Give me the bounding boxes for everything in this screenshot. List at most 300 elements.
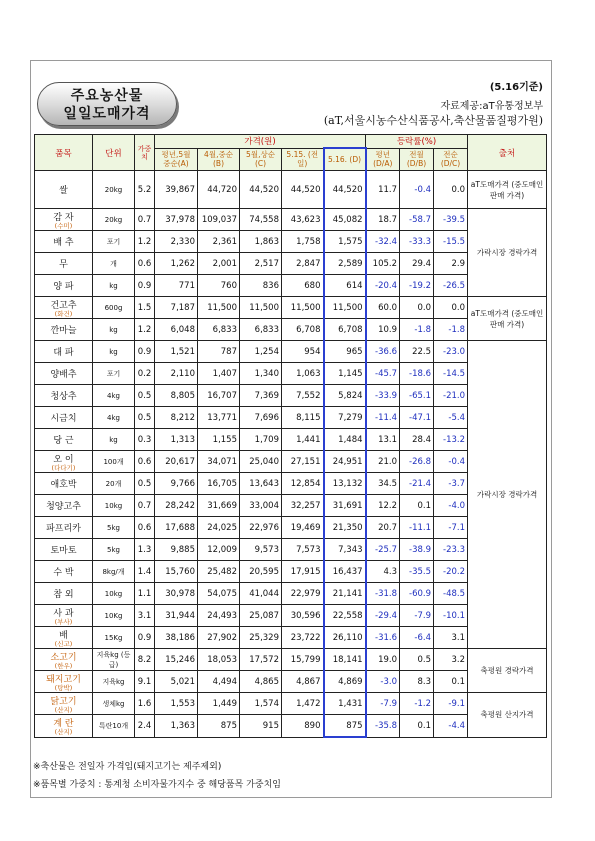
- item-name-cell: [35, 171, 93, 209]
- rate-period-cell: -5.4: [434, 407, 468, 429]
- item-name-cell: [35, 517, 93, 539]
- rate-year-cell: 21.0: [366, 451, 400, 473]
- weight-cell: 1.6: [135, 693, 155, 715]
- item-name-cell: [35, 253, 93, 275]
- unit-cell: kg: [93, 319, 135, 341]
- price-prev-cell: 43,623: [282, 209, 324, 231]
- rate-year-cell: -29.4: [366, 605, 400, 627]
- header-rate-group: 등락률(%): [366, 135, 468, 149]
- rate-year-cell: -11.4: [366, 407, 400, 429]
- weight-cell: 1.3: [135, 539, 155, 561]
- table-row: [35, 341, 547, 363]
- table-row: [35, 693, 547, 715]
- price-c-cell: 6,833: [240, 319, 282, 341]
- rate-year-cell: 105.2: [366, 253, 400, 275]
- unit-cell: 15Kg: [93, 627, 135, 649]
- rate-month-cell: -7.9: [400, 605, 434, 627]
- rate-year-cell: -35.8: [366, 715, 400, 738]
- item-subname: (다다기): [51, 463, 76, 472]
- header-price-group: 가격(원): [155, 135, 366, 149]
- item-subname: (산지): [54, 727, 73, 736]
- price-prev-cell: 22,979: [282, 583, 324, 605]
- source-cell: 가락시장 경락가격: [468, 209, 547, 297]
- item-name: 사 과: [53, 608, 74, 619]
- price-prev-cell: 30,596: [282, 605, 324, 627]
- rate-period-cell: -7.1: [434, 517, 468, 539]
- price-prev-cell: 32,257: [282, 495, 324, 517]
- source-line1: 자료제공:aT유통정보부: [440, 101, 543, 112]
- rate-month-cell: 0.1: [400, 495, 434, 517]
- rate-month-cell: 0.1: [400, 715, 434, 738]
- item-subname: (산지): [54, 705, 73, 714]
- price-b-cell: 27,902: [198, 627, 240, 649]
- price-a-cell: 28,242: [155, 495, 198, 517]
- price-d-cell: 965: [324, 341, 366, 363]
- price-c-cell: 33,004: [240, 495, 282, 517]
- price-b-cell: 109,037: [198, 209, 240, 231]
- weight-cell: 0.5: [135, 385, 155, 407]
- price-c-cell: 20,595: [240, 561, 282, 583]
- weight-cell: 0.5: [135, 407, 155, 429]
- rate-month-cell: -1.2: [400, 693, 434, 715]
- item-name: 계 란: [53, 718, 74, 729]
- price-a-cell: 771: [155, 275, 198, 297]
- item-name: 오 이: [53, 454, 74, 465]
- price-d-cell: 16,437: [324, 561, 366, 583]
- rate-period-cell: -9.1: [434, 693, 468, 715]
- price-d-cell: 44,520: [324, 171, 366, 209]
- header-price-d: 5.16. (D): [324, 148, 366, 171]
- price-c-cell: 1,709: [240, 429, 282, 451]
- notes: [33, 758, 281, 794]
- price-b-cell: 16,707: [198, 385, 240, 407]
- price-b-cell: 18,053: [198, 649, 240, 671]
- price-a-cell: 8,212: [155, 407, 198, 429]
- weight-cell: 5.2: [135, 171, 155, 209]
- rate-year-cell: 20.7: [366, 517, 400, 539]
- price-d-cell: 18,141: [324, 649, 366, 671]
- rate-month-cell: 0.5: [400, 649, 434, 671]
- rate-period-cell: 0.0: [434, 171, 468, 209]
- item-name: 쌀: [59, 186, 68, 196]
- price-a-cell: 30,978: [155, 583, 198, 605]
- price-a-cell: 20,617: [155, 451, 198, 473]
- unit-cell: 5kg: [93, 517, 135, 539]
- price-b-cell: 24,493: [198, 605, 240, 627]
- rate-year-cell: 10.9: [366, 319, 400, 341]
- unit-cell: 5kg: [93, 539, 135, 561]
- header-price-prev: 5.15. (전일): [282, 148, 324, 171]
- item-name-cell: [35, 473, 93, 495]
- item-name-cell: [35, 583, 93, 605]
- price-a-cell: 15,760: [155, 561, 198, 583]
- price-b-cell: 31,669: [198, 495, 240, 517]
- item-subname: (화건): [54, 309, 73, 318]
- item-name-cell: [35, 429, 93, 451]
- rate-month-cell: 8.3: [400, 671, 434, 693]
- rate-month-cell: -58.7: [400, 209, 434, 231]
- price-c-cell: 41,044: [240, 583, 282, 605]
- rate-month-cell: -1.8: [400, 319, 434, 341]
- rate-period-cell: -1.8: [434, 319, 468, 341]
- unit-cell: kg: [93, 341, 135, 363]
- item-name-cell: [35, 671, 93, 693]
- unit-cell: kg: [93, 275, 135, 297]
- rate-year-cell: 11.7: [366, 171, 400, 209]
- rate-year-cell: 4.3: [366, 561, 400, 583]
- price-prev-cell: 2,847: [282, 253, 324, 275]
- item-name: 무: [59, 260, 68, 270]
- source-cell: aT도매가격 (중도매인판매 가격): [468, 297, 547, 341]
- rate-year-cell: -31.8: [366, 583, 400, 605]
- rate-period-cell: 3.2: [434, 649, 468, 671]
- rate-period-cell: -15.5: [434, 231, 468, 253]
- item-subname: (수미): [54, 221, 73, 230]
- price-c-cell: 1,340: [240, 363, 282, 385]
- rate-period-cell: 2.9: [434, 253, 468, 275]
- item-name-cell: [35, 539, 93, 561]
- item-name: 깐마늘: [50, 326, 77, 336]
- price-d-cell: 1,484: [324, 429, 366, 451]
- price-b-cell: 54,075: [198, 583, 240, 605]
- price-b-cell: 13,771: [198, 407, 240, 429]
- rate-year-cell: -3.0: [366, 671, 400, 693]
- price-prev-cell: 1,441: [282, 429, 324, 451]
- price-a-cell: 8,805: [155, 385, 198, 407]
- item-name-cell: [35, 231, 93, 253]
- header-price-c: 5월,상순 (C): [240, 148, 282, 171]
- item-name: 돼지고기: [46, 674, 81, 685]
- unit-cell: 포기: [93, 231, 135, 253]
- rate-month-cell: -35.5: [400, 561, 434, 583]
- unit-cell: 600g: [93, 297, 135, 319]
- price-prev-cell: 19,469: [282, 517, 324, 539]
- unit-cell: 개: [93, 253, 135, 275]
- price-prev-cell: 1,758: [282, 231, 324, 253]
- rate-year-cell: -32.4: [366, 231, 400, 253]
- table-row: [35, 171, 547, 209]
- header-price-a: 평년,5월 중순(A): [155, 148, 198, 171]
- rate-month-cell: -11.1: [400, 517, 434, 539]
- item-subname: (탕박): [54, 683, 73, 692]
- price-d-cell: 1,431: [324, 693, 366, 715]
- item-name: 배 추: [53, 238, 74, 248]
- price-b-cell: 25,482: [198, 561, 240, 583]
- rate-year-cell: 60.0: [366, 297, 400, 319]
- weight-cell: 0.3: [135, 429, 155, 451]
- weight-cell: 3.1: [135, 605, 155, 627]
- item-name-cell: [35, 297, 93, 319]
- unit-cell: 생체kg: [93, 693, 135, 715]
- unit-cell: 4kg: [93, 385, 135, 407]
- price-a-cell: 2,330: [155, 231, 198, 253]
- price-d-cell: 21,141: [324, 583, 366, 605]
- price-c-cell: 1,863: [240, 231, 282, 253]
- header-rate-month: 전월 (D/B): [400, 148, 434, 171]
- unit-cell: 8kg/개: [93, 561, 135, 583]
- price-a-cell: 9,766: [155, 473, 198, 495]
- rate-year-cell: 12.2: [366, 495, 400, 517]
- source-cell: 축평원 경락가격: [468, 649, 547, 693]
- price-a-cell: 1,313: [155, 429, 198, 451]
- title-line2: 일일도매가격: [63, 106, 151, 122]
- item-name: 소고기: [50, 652, 77, 663]
- title-line1: 주요농산물: [70, 88, 144, 104]
- rate-month-cell: -26.8: [400, 451, 434, 473]
- price-a-cell: 7,187: [155, 297, 198, 319]
- price-a-cell: 5,021: [155, 671, 198, 693]
- price-b-cell: 2,001: [198, 253, 240, 275]
- price-a-cell: 9,885: [155, 539, 198, 561]
- price-b-cell: 12,009: [198, 539, 240, 561]
- rate-period-cell: 0.0: [434, 297, 468, 319]
- item-name: 수 박: [53, 568, 74, 578]
- rate-period-cell: 3.1: [434, 627, 468, 649]
- price-d-cell: 4,869: [324, 671, 366, 693]
- price-b-cell: 6,833: [198, 319, 240, 341]
- rate-period-cell: -39.5: [434, 209, 468, 231]
- item-name: 감 자: [53, 212, 74, 223]
- price-c-cell: 25,329: [240, 627, 282, 649]
- price-c-cell: 11,500: [240, 297, 282, 319]
- unit-cell: 20kg: [93, 171, 135, 209]
- item-name-cell: [35, 605, 93, 627]
- price-prev-cell: 6,708: [282, 319, 324, 341]
- price-c-cell: 836: [240, 275, 282, 297]
- rate-month-cell: 22.5: [400, 341, 434, 363]
- item-name-cell: [35, 495, 93, 517]
- rate-period-cell: 0.1: [434, 671, 468, 693]
- unit-cell: 4kg: [93, 407, 135, 429]
- rate-year-cell: -36.6: [366, 341, 400, 363]
- weight-cell: 1.2: [135, 231, 155, 253]
- price-prev-cell: 680: [282, 275, 324, 297]
- price-prev-cell: 11,500: [282, 297, 324, 319]
- table-row: [35, 649, 547, 671]
- rate-month-cell: -18.6: [400, 363, 434, 385]
- price-c-cell: 44,520: [240, 171, 282, 209]
- unit-cell: 20kg: [93, 209, 135, 231]
- unit-cell: 포기: [93, 363, 135, 385]
- rate-month-cell: 0.0: [400, 297, 434, 319]
- rate-year-cell: -31.6: [366, 627, 400, 649]
- rate-period-cell: -0.4: [434, 451, 468, 473]
- rate-month-cell: -65.1: [400, 385, 434, 407]
- rate-year-cell: -45.7: [366, 363, 400, 385]
- header-rate-year: 평년 (D/A): [366, 148, 400, 171]
- rate-period-cell: -4.4: [434, 715, 468, 738]
- price-a-cell: 2,110: [155, 363, 198, 385]
- item-name-cell: [35, 209, 93, 231]
- weight-cell: 1.1: [135, 583, 155, 605]
- rate-year-cell: -7.9: [366, 693, 400, 715]
- rate-period-cell: -4.0: [434, 495, 468, 517]
- rate-period-cell: -21.0: [434, 385, 468, 407]
- price-a-cell: 37,978: [155, 209, 198, 231]
- rate-period-cell: -23.0: [434, 341, 468, 363]
- rate-period-cell: -23.3: [434, 539, 468, 561]
- item-name: 애호박: [50, 480, 77, 490]
- rate-month-cell: -38.9: [400, 539, 434, 561]
- price-c-cell: 2,517: [240, 253, 282, 275]
- rate-period-cell: -20.2: [434, 561, 468, 583]
- unit-cell: 10kg: [93, 495, 135, 517]
- price-c-cell: 25,087: [240, 605, 282, 627]
- rate-month-cell: -47.1: [400, 407, 434, 429]
- item-name-cell: [35, 363, 93, 385]
- price-prev-cell: 1,063: [282, 363, 324, 385]
- unit-cell: 10kg: [93, 583, 135, 605]
- price-a-cell: 38,186: [155, 627, 198, 649]
- item-name-cell: [35, 649, 93, 671]
- header-source: 출처: [468, 135, 547, 171]
- weight-cell: 1.5: [135, 297, 155, 319]
- price-prev-cell: 17,915: [282, 561, 324, 583]
- price-d-cell: 13,132: [324, 473, 366, 495]
- rate-month-cell: -6.4: [400, 627, 434, 649]
- item-name: 닭고기: [50, 696, 77, 707]
- weight-cell: 1.4: [135, 561, 155, 583]
- price-a-cell: 31,944: [155, 605, 198, 627]
- price-prev-cell: 1,472: [282, 693, 324, 715]
- price-prev-cell: 954: [282, 341, 324, 363]
- price-c-cell: 4,865: [240, 671, 282, 693]
- rate-year-cell: 13.1: [366, 429, 400, 451]
- item-name-cell: [35, 275, 93, 297]
- item-name-cell: [35, 385, 93, 407]
- weight-cell: 0.7: [135, 209, 155, 231]
- price-b-cell: 11,500: [198, 297, 240, 319]
- price-d-cell: 11,500: [324, 297, 366, 319]
- weight-cell: 9.1: [135, 671, 155, 693]
- note-2: ※품목별 가중치 : 통계청 소비자물가지수 중 해당품목 가중치임: [33, 780, 281, 790]
- price-d-cell: 614: [324, 275, 366, 297]
- rate-year-cell: 18.7: [366, 209, 400, 231]
- item-name: 배: [59, 630, 68, 641]
- price-c-cell: 17,572: [240, 649, 282, 671]
- item-name: 토마토: [50, 546, 77, 556]
- price-b-cell: 787: [198, 341, 240, 363]
- source-cell: aT도매가격 (중도매인판매 가격): [468, 171, 547, 209]
- price-b-cell: 760: [198, 275, 240, 297]
- item-subname: (부사): [54, 617, 73, 626]
- price-c-cell: 7,696: [240, 407, 282, 429]
- price-d-cell: 45,082: [324, 209, 366, 231]
- price-a-cell: 6,048: [155, 319, 198, 341]
- rate-month-cell: -0.4: [400, 171, 434, 209]
- rate-period-cell: -13.2: [434, 429, 468, 451]
- price-c-cell: 915: [240, 715, 282, 738]
- price-b-cell: 1,449: [198, 693, 240, 715]
- price-d-cell: 7,279: [324, 407, 366, 429]
- price-prev-cell: 27,151: [282, 451, 324, 473]
- rate-period-cell: -3.7: [434, 473, 468, 495]
- price-d-cell: 24,951: [324, 451, 366, 473]
- price-d-cell: 5,824: [324, 385, 366, 407]
- weight-cell: 0.9: [135, 341, 155, 363]
- price-a-cell: 1,262: [155, 253, 198, 275]
- rate-month-cell: -21.4: [400, 473, 434, 495]
- price-b-cell: 34,071: [198, 451, 240, 473]
- rate-year-cell: 19.0: [366, 649, 400, 671]
- price-prev-cell: 7,552: [282, 385, 324, 407]
- rate-period-cell: -10.1: [434, 605, 468, 627]
- header-unit: 단위: [93, 135, 135, 171]
- item-name: 건고추: [50, 300, 77, 311]
- price-prev-cell: 8,115: [282, 407, 324, 429]
- source-cell: 가락시장 경락가격: [468, 341, 547, 649]
- item-name-cell: [35, 451, 93, 473]
- header-price-b: 4월,중순 (B): [198, 148, 240, 171]
- weight-cell: 0.6: [135, 517, 155, 539]
- price-c-cell: 13,643: [240, 473, 282, 495]
- weight-cell: 0.6: [135, 451, 155, 473]
- price-c-cell: 9,573: [240, 539, 282, 561]
- unit-cell: 100개: [93, 451, 135, 473]
- rate-month-cell: -60.9: [400, 583, 434, 605]
- item-name: 대 파: [53, 348, 74, 358]
- table-row: [35, 209, 547, 231]
- price-c-cell: 1,254: [240, 341, 282, 363]
- table-body: [35, 171, 547, 738]
- price-d-cell: 1,145: [324, 363, 366, 385]
- price-d-cell: 31,691: [324, 495, 366, 517]
- source-line2: (aT,서울시농수산식품공사,축산물품질평가원): [323, 114, 543, 127]
- price-b-cell: 16,705: [198, 473, 240, 495]
- unit-cell: kg: [93, 429, 135, 451]
- header-rate-period: 전순 (D/C): [434, 148, 468, 171]
- price-d-cell: 26,110: [324, 627, 366, 649]
- table-row: [35, 297, 547, 319]
- price-c-cell: 7,369: [240, 385, 282, 407]
- rate-year-cell: -33.9: [366, 385, 400, 407]
- weight-cell: 8.2: [135, 649, 155, 671]
- weight-cell: 0.7: [135, 495, 155, 517]
- item-name-cell: [35, 319, 93, 341]
- weight-cell: 1.2: [135, 319, 155, 341]
- price-prev-cell: 4,867: [282, 671, 324, 693]
- price-a-cell: 39,867: [155, 171, 198, 209]
- price-prev-cell: 44,520: [282, 171, 324, 209]
- price-a-cell: 17,688: [155, 517, 198, 539]
- source-cell: 축평원 산지가격: [468, 693, 547, 738]
- price-d-cell: 875: [324, 715, 366, 738]
- price-b-cell: 875: [198, 715, 240, 738]
- weight-cell: 0.9: [135, 627, 155, 649]
- item-name: 파프리카: [46, 524, 81, 534]
- note-1: ※축산물은 전일자 가격임(돼지고기는 제주제외): [33, 762, 222, 772]
- price-d-cell: 1,575: [324, 231, 366, 253]
- unit-cell: 지육kg: [93, 671, 135, 693]
- item-name: 양배추: [50, 370, 77, 380]
- item-name: 양 파: [53, 282, 74, 292]
- basis-date: (5.16기준): [489, 82, 543, 93]
- rate-year-cell: 34.5: [366, 473, 400, 495]
- price-prev-cell: 890: [282, 715, 324, 738]
- price-b-cell: 24,025: [198, 517, 240, 539]
- price-d-cell: 2,589: [324, 253, 366, 275]
- item-name: 청상추: [50, 392, 77, 402]
- item-name: 참 외: [53, 590, 74, 600]
- rate-month-cell: -33.3: [400, 231, 434, 253]
- unit-cell: 지육kg (등급): [93, 649, 135, 671]
- weight-cell: 0.5: [135, 473, 155, 495]
- weight-cell: 2.4: [135, 715, 155, 738]
- title-badge: [37, 82, 177, 126]
- item-name-cell: [35, 407, 93, 429]
- price-d-cell: 21,350: [324, 517, 366, 539]
- price-c-cell: 22,976: [240, 517, 282, 539]
